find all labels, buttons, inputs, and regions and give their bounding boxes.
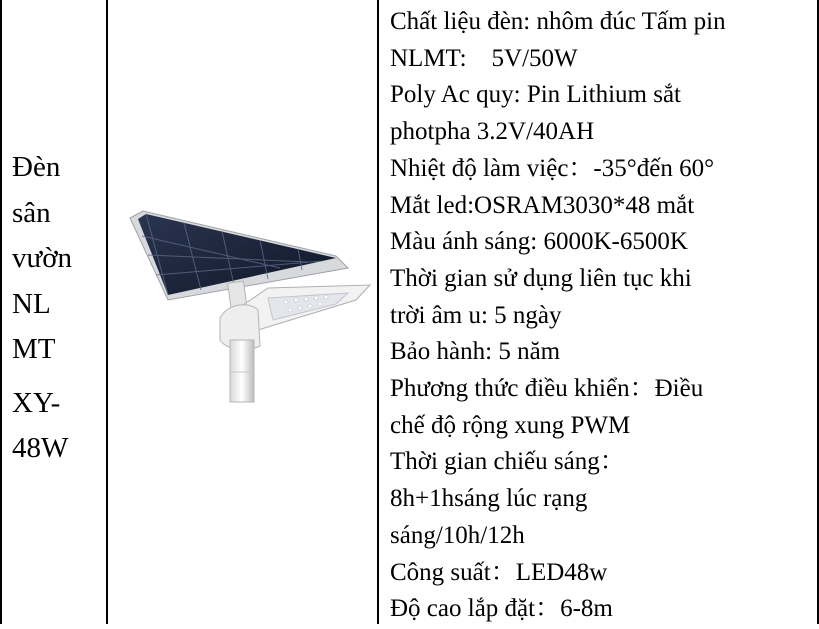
spec-line: Bảo hành: 5 năm (390, 338, 561, 366)
spec-line: 8h+1hsáng lúc rạng (390, 485, 588, 513)
product-name-line: sân (12, 196, 51, 229)
spec-line: Chất liệu đèn: nhôm đúc Tấm pin (390, 8, 726, 35)
spec-line: Công suất：LED48w (390, 558, 608, 586)
spec-line: Màu ánh sáng: 6000K-6500K (390, 228, 688, 256)
spec-line: Phương thức điều khiển：Điều (390, 375, 704, 403)
spec-line: Mắt led:OSRAM3030*48 mắt (390, 191, 695, 219)
spec-line: Độ cao lắp đặt：6-8m (390, 595, 613, 623)
product-name-line: MT (12, 333, 56, 365)
spec-line: Poly Ac quy: Pin Lithium sắt (390, 81, 681, 109)
spec-line: sáng/10h/12h (390, 521, 525, 549)
table-border-left (0, 0, 2, 624)
product-model-line: XY- (12, 386, 61, 419)
spec-line: NLMT: 5V/50W (390, 44, 578, 72)
solar-garden-light-icon (108, 0, 378, 624)
spec-line: Thời gian sử dụng liên tục khi (390, 264, 692, 292)
spec-cell (390, 4, 816, 628)
spec-line: Nhiệt độ làm việc：-35°đến 60° (390, 154, 715, 182)
product-name-line: Đèn (12, 151, 61, 183)
product-name-cell (12, 145, 107, 472)
spec-line: trời âm u: 5 ngày (390, 301, 562, 329)
spec-line: chế độ rộng xung PWM (390, 411, 631, 439)
product-name-line: NL (12, 287, 51, 320)
spec-line: Thời gian chiếu sáng： (390, 448, 625, 476)
product-model-line: 48W (12, 432, 69, 464)
product-image-cell (108, 0, 378, 624)
product-name-line: vườn (12, 242, 73, 274)
spec-line: photpha 3.2V/40AH (390, 118, 595, 146)
